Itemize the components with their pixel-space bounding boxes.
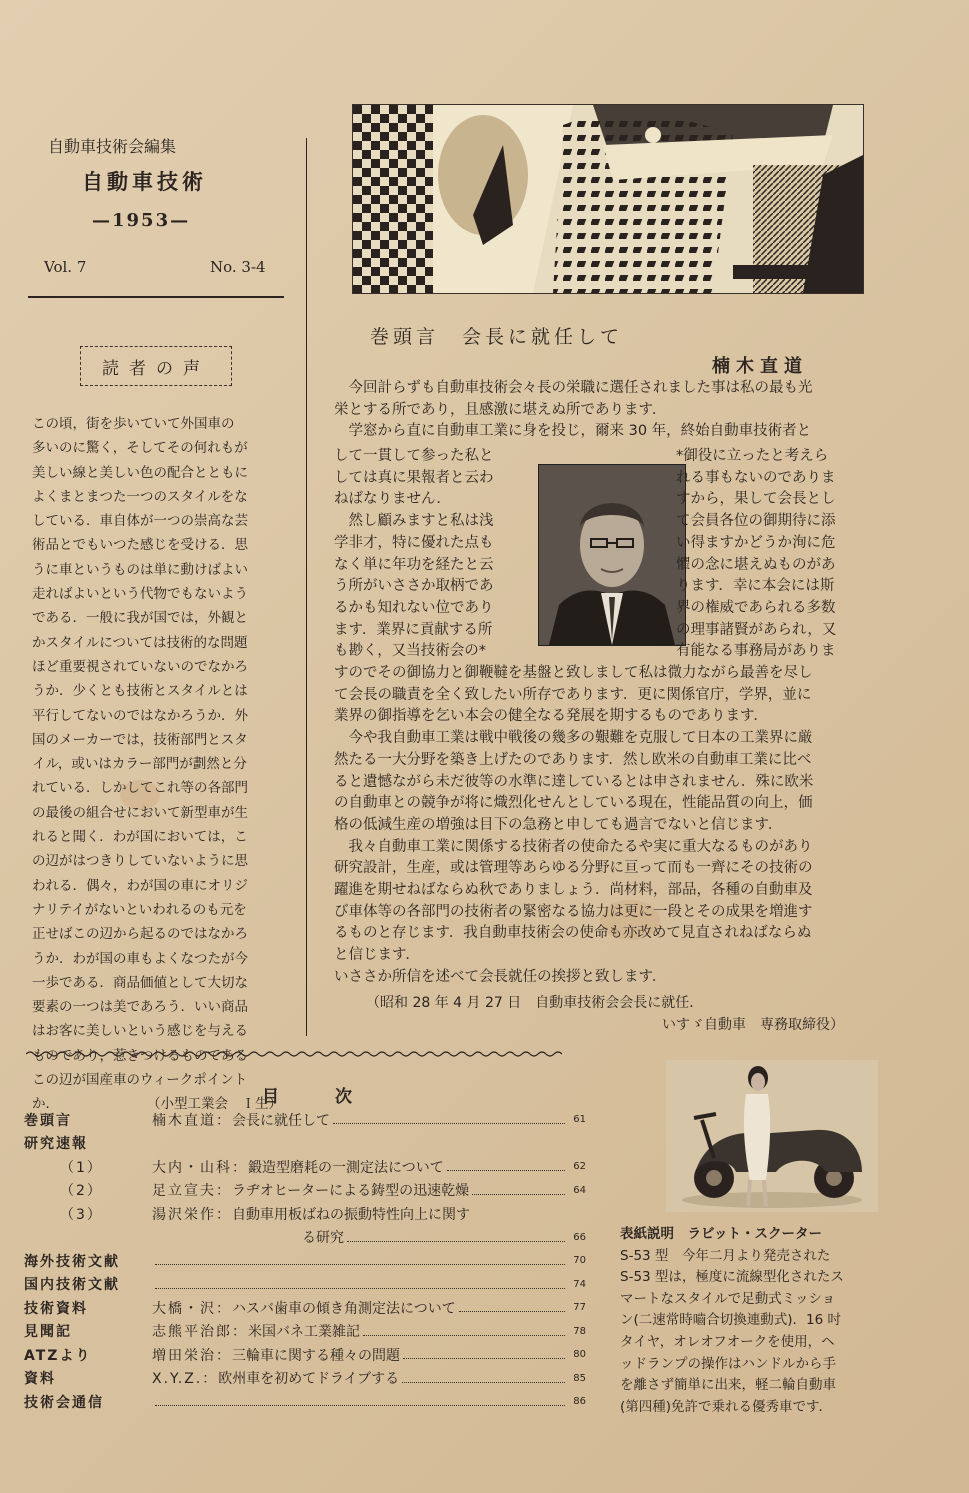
masthead-rule [28, 296, 284, 298]
toc-article-title: 米国バネ工業雑記 [248, 1324, 360, 1341]
readers-voice-line: の最後の組合せにおいて新型車が生 [32, 804, 248, 821]
toc-author: 増田栄治： [152, 1347, 232, 1364]
toc-author: 湯沢栄作： [152, 1206, 232, 1223]
toc-page-number: 80 [573, 1349, 586, 1361]
editorial-line: しては真に果報者と云わ [334, 469, 494, 486]
editorial-closing-title: いすゞ自動車 専務取締役） [662, 1017, 844, 1033]
editorial-title: 巻頭言 会長に就任して [370, 326, 624, 348]
toc-article-title: 自動車用板ばねの振動特性向上に関す [232, 1206, 470, 1223]
readers-voice-line: ものであり，惹きつけるものである [32, 1047, 248, 1064]
abstract-art-illustration [353, 105, 863, 293]
readers-voice-heading: 読者の声 [80, 346, 232, 386]
editorial-line: るものと存じます．我自動車技術会の使命も亦改めて見直されねばならぬ [334, 925, 812, 942]
toc-leader-dots [363, 1335, 565, 1336]
cover-heading: 表紙説明 ラビット・スクーター [620, 1226, 822, 1242]
editorial-line: 然し顧みますと私は浅 [334, 513, 494, 530]
editorial-line: の自動車との競争が将に熾烈化せんとしている現在，性能品質の向上，価 [334, 795, 813, 812]
editorial-line: すのでその御協力と御鞭韃を基盤と致しまして私は微力ながら最善を尽し [334, 665, 813, 681]
toc-article-title: ハスバ歯車の傾き角測定法について [232, 1300, 456, 1317]
masthead-org: 自動車技術会編集 [48, 137, 177, 156]
readers-voice-line: われる．偶々，わが国の車にオリジ [32, 877, 248, 894]
editorial-line: 懼の念に堪えぬものがあ [676, 556, 836, 573]
toc-entry [24, 1367, 586, 1391]
readers-voice-line: 国のメーカーでは，技術部門とスタ [32, 731, 248, 748]
readers-voice-line: ナリテイがないといわれるのも元を [32, 901, 247, 918]
toc-section: 国内技術文献 [24, 1277, 120, 1294]
editorial-line: 研究設計，生産，或は管理等あらゆる分野に亘って而も一齊にその技術の [334, 860, 813, 877]
editorial-line: う所がいささか取柄であ [334, 578, 494, 595]
readers-voice-signature: （小型工業会 Ｉ生） [147, 1096, 282, 1113]
toc-entry [24, 1108, 586, 1132]
masthead-number: No. 3-4 [210, 258, 266, 276]
readers-voice-line: かスタイルについては技術的な問題 [32, 634, 248, 651]
masthead-volume: Vol. 7 [44, 258, 87, 276]
editorial-line: 界の権威であられる多数 [676, 599, 836, 616]
editorial-line: 栄とする所であり，且感激に堪えぬ所であります． [334, 401, 667, 418]
readers-voice-line: 一歩である．商品価値として大切な [32, 974, 248, 991]
toc-section: 見聞記 [24, 1324, 72, 1341]
toc-entry [24, 1343, 586, 1367]
toc-leader-dots [155, 1264, 565, 1265]
toc-entry [24, 1390, 586, 1414]
toc-entry [24, 1296, 586, 1320]
toc-section: 技術会通信 [24, 1394, 104, 1411]
toc-entry [24, 1226, 586, 1250]
toc-page-number: 61 [573, 1114, 586, 1126]
cover-description [620, 1224, 882, 1418]
toc-section: 資料 [24, 1371, 56, 1388]
toc-author: 大橋・沢： [152, 1300, 232, 1317]
toc-page-number: 70 [573, 1255, 586, 1267]
readers-voice-line: 多いのに驚く，そしてその何れもが [32, 440, 248, 457]
editorial-line: るかも知れない位であり [334, 599, 494, 616]
toc-leader-dots [155, 1405, 565, 1406]
editorial-closing-date: （昭和 28 年 4 月 27 日 自動車技術会会長に就任． [366, 995, 704, 1011]
readers-voice-line: イル，或いはカラー部門が劃然と分 [32, 756, 247, 773]
readers-voice-line: この辺が国産車のウィークポイント [32, 1072, 248, 1089]
masthead-year: —1953— [92, 210, 191, 231]
toc-article-title: 三輪車に関する種々の問題 [232, 1347, 400, 1364]
toc-entry [24, 1179, 586, 1203]
editorial-body [334, 663, 874, 989]
readers-voice-line: うか．少くとも技術とスタイルとは [32, 683, 248, 700]
editorial-left-column [334, 446, 520, 663]
readers-voice-line: よくまとまつた一つのスタイルをな [32, 488, 248, 505]
readers-voice-line: この頃，街を歩いていて外国車の [32, 416, 235, 432]
toc-section: 巻頭言 [24, 1112, 72, 1129]
readers-voice-end: か． [32, 1096, 59, 1113]
editorial-line: 業界の御指導を乞い本会の健全なる発展を期するものであります． [334, 708, 768, 725]
readers-voice-body [32, 412, 282, 1117]
toc-entry [24, 1249, 586, 1273]
editorial-intro [334, 378, 874, 443]
cover-description-line: (第四種)免許で乗れる優秀車です． [620, 1398, 832, 1415]
editorial-author: 楠木直道 [712, 356, 808, 377]
editorial-line: *御役に立ったと考えら [676, 448, 829, 464]
toc-leader-dots [347, 1241, 565, 1242]
toc-leader-dots [403, 1358, 565, 1359]
toc-page-number: 86 [573, 1396, 586, 1408]
toc-leader-dots [459, 1311, 565, 1312]
editorial-line: と信じます． [334, 947, 420, 964]
readers-voice-line: 平行してないのではなかろうか．外 [32, 707, 248, 724]
editorial-line: 然たる一大分野を築き上げたのであります．然し欧米の自動車工業に比べ [334, 751, 812, 768]
readers-voice-line: 走ればよいという代物でもないよう [32, 586, 248, 603]
readers-voice-line: している．車自体が一つの崇高な芸 [32, 513, 248, 530]
editorial-line: ねばなりません． [334, 491, 451, 508]
cover-photo [666, 1060, 878, 1212]
editorial-line: い得ますかどうか洵に危 [676, 534, 836, 551]
toc-author: X.Y.Z.： [152, 1371, 219, 1388]
cover-description-line: S-53 型は，極度に流線型化されたス [620, 1269, 844, 1286]
editorial-line: ると遺憾ながら未だ彼等の水準に達しているとは申されません．殊に欧米 [334, 773, 814, 790]
editorial-line: いささか所信を述べて会長就任の挨拶と致します． [334, 968, 667, 985]
table-of-contents [24, 1108, 586, 1414]
readers-voice-line: ほど重要視されていないのでなかろ [32, 658, 248, 675]
portrait-photo [538, 464, 686, 646]
toc-page-number: 77 [573, 1302, 586, 1314]
toc-entry [24, 1202, 586, 1226]
editorial-line: て会長の職責を全く致したい所存であります．更に関係官庁，学界，並に [334, 686, 812, 703]
toc-leader-dots [155, 1288, 565, 1289]
toc-entry [24, 1273, 586, 1297]
readers-voice-line: 美しい線と美しい色の配合とともに [32, 464, 248, 481]
toc-author: 志熊平治郎： [152, 1324, 248, 1341]
editorial-line: して一貫して参った私と [334, 448, 494, 464]
editorial-line: ます．業界に貢献する所 [334, 621, 493, 638]
header-artwork [352, 104, 864, 294]
readers-voice-line: 要素の一つは美であろう．いい商品 [32, 999, 248, 1016]
editorial-line: の理事諸賢があられ，又 [676, 621, 837, 638]
toc-leader-dots [333, 1123, 565, 1124]
toc-leader-dots [402, 1382, 565, 1383]
toc-author: 大内・山科： [152, 1159, 248, 1176]
editorial-line: 我々自動車工業に関係する技術者の使命たるや実に重大なるものがあり [334, 838, 813, 855]
section-separator [26, 1050, 600, 1058]
toc-leader-dots [447, 1170, 565, 1171]
editorial-line: すから，果して会長とし [676, 491, 836, 508]
cover-description-line: マートなスタイルで足動式ミッショ [620, 1290, 836, 1307]
toc-article-title: る研究 [302, 1230, 344, 1247]
toc-section: 海外技術文献 [24, 1253, 120, 1270]
editorial-line: 格の低減生産の増強は目下の急務と申しても過言でないと信じます． [334, 816, 783, 833]
toc-page-number: 78 [573, 1325, 586, 1337]
editorial-right-column [676, 446, 876, 663]
editorial-line: 躍進を期せねばならぬ秋でありましょう．尚材料，部品，各種の自動車及 [334, 882, 813, 899]
toc-page-number: 64 [573, 1184, 586, 1196]
readers-voice-line: 術品とでもいつた感じを受ける．思 [32, 537, 248, 554]
toc-section: （1） [60, 1159, 103, 1176]
readers-voice-line: うに車というものは単に動けばよい [32, 561, 248, 578]
editorial-line: れる事もないのでありま [676, 469, 836, 486]
readers-voice-line: 正せばこの辺から起るのではなかろ [32, 926, 248, 943]
cover-description-line: ッドランプの操作はハンドルから手 [620, 1355, 836, 1372]
editorial-line: も尠く，又当技術会の* [334, 643, 486, 660]
toc-page-number: 62 [573, 1161, 586, 1173]
toc-section: （3） [60, 1206, 103, 1223]
cover-description-line: を離さず簡単に出来，軽二輪自動車 [620, 1377, 836, 1394]
toc-leader-dots [472, 1194, 565, 1195]
readers-voice-line: うか．わが国の車もよくなつたが今 [32, 950, 248, 967]
cover-description-line: S-53 型 今年二月より発売された [620, 1247, 831, 1264]
toc-page-number: 85 [573, 1372, 586, 1384]
toc-article-title: 欧州車を初めてドライブする [218, 1371, 400, 1388]
toc-title: 目次 [262, 1087, 408, 1107]
editorial-line: 今回計らずも自動車技術会々長の栄職に選任されました事は私の最も光 [334, 380, 813, 396]
editorial-line: 有能なる事務局がありま [676, 643, 836, 660]
toc-article-title: 会長に就任して [232, 1112, 330, 1129]
cover-description-line: タイヤ，オレオフオークを使用，ヘ [620, 1333, 835, 1350]
toc-article-title: ラヂオヒーターによる鋳型の迅速乾燥 [232, 1183, 470, 1200]
toc-page-number: 74 [573, 1278, 586, 1290]
readers-voice-line: れている．しかしてこれ等の各部門 [32, 780, 248, 797]
editorial-line: ります．幸に本会には斯 [676, 578, 835, 595]
editorial-line: び車体等の各部門の技術者の緊密なる協力は更に一段とその成果を増進す [334, 903, 813, 920]
readers-voice-line: の辺がはつきりしていないように思 [32, 853, 248, 870]
toc-section: （2） [60, 1183, 103, 1200]
editorial-line: 学非才，特に優れた点も [334, 534, 494, 551]
toc-entry [24, 1320, 586, 1344]
toc-section: ATZより [24, 1347, 92, 1364]
toc-author: 楠木直道： [152, 1112, 232, 1129]
editorial-line: て会員各位の御期待に添 [676, 513, 836, 530]
toc-entry [24, 1155, 586, 1179]
toc-article-title: 鍛造型磨耗の一測定法について [248, 1159, 444, 1176]
toc-page-number: 66 [573, 1231, 586, 1243]
readers-voice-line: である．一般に我が国では，外観と [32, 610, 248, 627]
cover-description-lines [620, 1246, 882, 1419]
readers-voice-line: はお客に美しいという感じを与える [32, 1023, 248, 1040]
toc-section: 技術資料 [24, 1300, 88, 1317]
masthead-title: 自動車技術 [82, 170, 207, 194]
editorial-line: なく単に年功を経たと云 [334, 556, 494, 573]
cover-description-line: ン(二速常時嚙合切換連動式)．16 吋 [620, 1312, 842, 1329]
editorial-line: 今や我自動車工業は戦中戦後の幾多の艱難を克服して日本の工業界に厳 [334, 730, 813, 747]
readers-voice-line: れると聞く．わが国においては，こ [32, 829, 248, 846]
column-divider [306, 138, 307, 1036]
editorial-line: 学窓から直に自動車工業に身を投じ，爾来 30 年，終始自動車技術者と [334, 423, 812, 440]
toc-section: 研究速報 [24, 1136, 88, 1153]
toc-entry [24, 1132, 586, 1156]
toc-author: 足立宣夫： [152, 1183, 232, 1200]
